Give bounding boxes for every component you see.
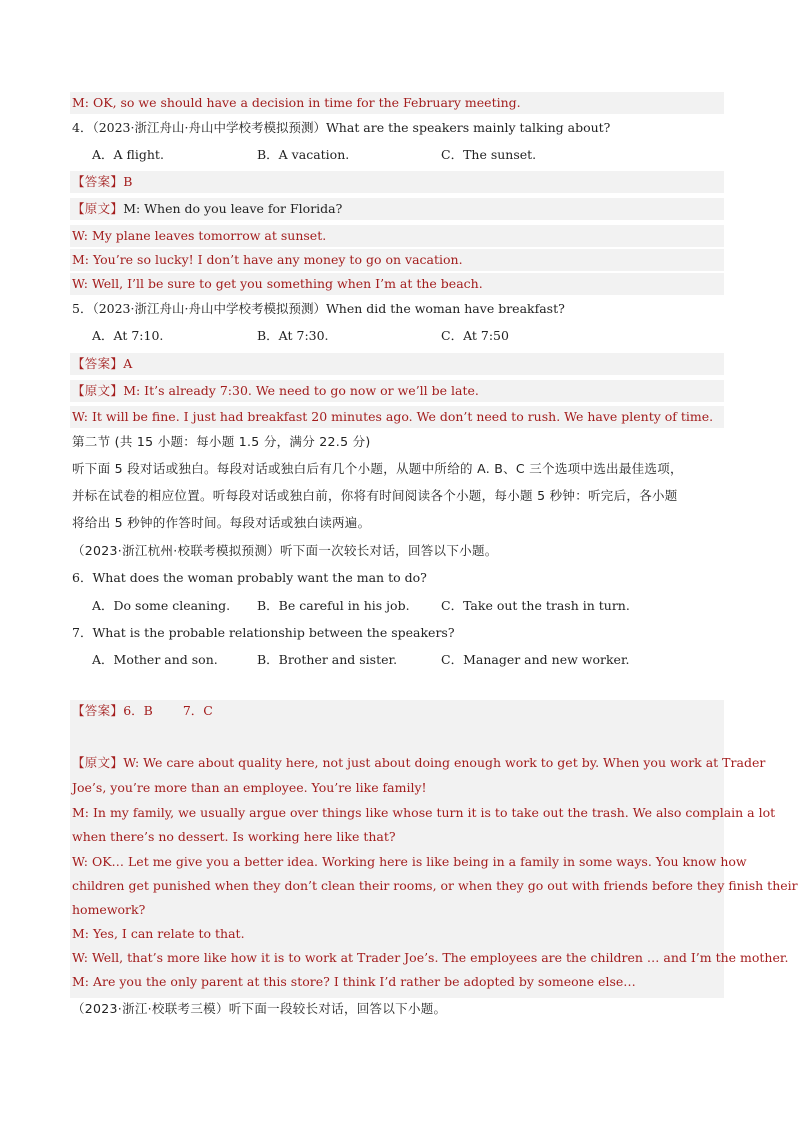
answer-value: A bbox=[123, 356, 133, 371]
dialogue-line: M: You’re so lucky! I don’t have any money to go on vacation. bbox=[70, 249, 724, 271]
question-4-stem: 4．（2023·浙江舟山·舟山中学校考模拟预测）What are the speakers mainly talking about? bbox=[72, 120, 611, 135]
dialogue-line: M: Are you the only parent at this store? I think I’d rather be adopted by someone else… bbox=[72, 974, 636, 989]
q4-option-c: C．The sunset. bbox=[441, 147, 537, 162]
q6-option-a: A．Do some cleaning. bbox=[92, 598, 231, 613]
source-note: （2023·浙江杭州·校联考模拟预测）听下面一次较长对话，回答以下小题。 bbox=[72, 543, 498, 558]
q5-option-a: A．At 7:10. bbox=[92, 328, 164, 343]
q5-answer bbox=[70, 353, 724, 375]
dialogue-line: W: OK… Let me give you a better idea. Working here is like being in a family in some ways. You know how bbox=[72, 854, 747, 869]
q4-option-b: B．A vacation. bbox=[257, 147, 350, 162]
dialogue-line: W: Well, that’s more like how it is to work at Trader Joe’s. The employees are the children … and I’m the mother. bbox=[72, 950, 789, 965]
answer-value: 6．B bbox=[123, 703, 153, 718]
q4-answer bbox=[70, 171, 724, 193]
dialogue-line: when there’s no dessert. Is working here like that? bbox=[72, 829, 396, 844]
answer-value: 7．C bbox=[182, 703, 213, 718]
q7-option-c: C．Manager and new worker. bbox=[441, 652, 630, 667]
q5-option-c: C．At 7:50 bbox=[441, 328, 509, 343]
transcript-tag: 【原文】 bbox=[72, 201, 124, 216]
dialogue-line: M: In my family, we usually argue over things like whose turn it is to take out the trash. We also complain a lot bbox=[72, 805, 776, 820]
section-heading: 第二节 (共 15 小题：每小题 1.5 分，满分 22.5 分) bbox=[72, 434, 371, 449]
answer-tag: 【答案】 bbox=[72, 356, 124, 371]
question-7-stem: 7．What is the probable relationship between the speakers? bbox=[72, 625, 455, 640]
source-note: （2023·浙江·校联考三模）听下面一段较长对话，回答以下小题。 bbox=[72, 1001, 447, 1016]
dialogue-line: Joe’s, you’re more than an employee. You’re like family! bbox=[72, 780, 427, 795]
q6-option-b: B．Be careful in his job. bbox=[257, 598, 410, 613]
dialogue-line: W: It will be fine. I just had breakfast 20 minutes ago. We don’t need to rush. We have plenty of time. bbox=[70, 406, 724, 428]
dialogue-line: W: Well, I’ll be sure to get you something when I’m at the beach. bbox=[70, 273, 724, 295]
question-5-stem: 5．（2023·浙江舟山·舟山中学校考模拟预测）When did the woman have breakfast? bbox=[72, 301, 565, 316]
q67-transcript-first bbox=[70, 752, 766, 774]
q6-option-c: C．Take out the trash in turn. bbox=[441, 598, 630, 613]
section-instructions: 并标在试卷的相应位置。听每段对话或独白前，你将有时间阅读各个小题，每小题 5 秒钟：听完后，各小题 bbox=[72, 488, 678, 503]
q4-option-a: A．A flight. bbox=[92, 147, 164, 162]
q4-transcript-first bbox=[70, 198, 724, 220]
dialogue-line: M: Yes, I can relate to that. bbox=[72, 926, 245, 941]
transcript-text: M: When do you leave for Florida? bbox=[123, 201, 343, 216]
dialogue-line: W: My plane leaves tomorrow at sunset. bbox=[70, 225, 724, 247]
section-instructions: 听下面 5 段对话或独白。每段对话或独白后有几个小题，从题中所给的 A. B、C 三个选项中选出最佳选项， bbox=[72, 461, 683, 476]
dialogue-line: children get punished when they don’t clean their rooms, or when they go out with friends before they finish their bbox=[72, 878, 798, 893]
q5-transcript-first bbox=[70, 380, 724, 402]
question-6-stem: 6．What does the woman probably want the man to do? bbox=[72, 570, 427, 585]
dialogue-line: homework? bbox=[72, 902, 146, 917]
transcript-text: M: It’s already 7:30. We need to go now or we’ll be late. bbox=[123, 383, 479, 398]
dialogue-line: M: OK, so we should have a decision in time for the February meeting. bbox=[70, 92, 724, 114]
answer-value: B bbox=[123, 174, 133, 189]
q7-option-b: B．Brother and sister. bbox=[257, 652, 398, 667]
answer-tag: 【答案】 bbox=[72, 703, 124, 718]
transcript-tag: 【原文】 bbox=[72, 383, 124, 398]
q5-option-b: B．At 7:30. bbox=[257, 328, 329, 343]
q7-option-a: A．Mother and son. bbox=[92, 652, 218, 667]
q67-answer bbox=[70, 700, 724, 722]
section-instructions: 将给出 5 秒钟的作答时间。每段对话或独白读两遍。 bbox=[72, 515, 371, 530]
answer-tag: 【答案】 bbox=[72, 174, 124, 189]
transcript-text: W: We care about quality here, not just about doing enough work to get by. When you work at Trader bbox=[123, 755, 766, 770]
transcript-tag: 【原文】 bbox=[72, 755, 124, 770]
